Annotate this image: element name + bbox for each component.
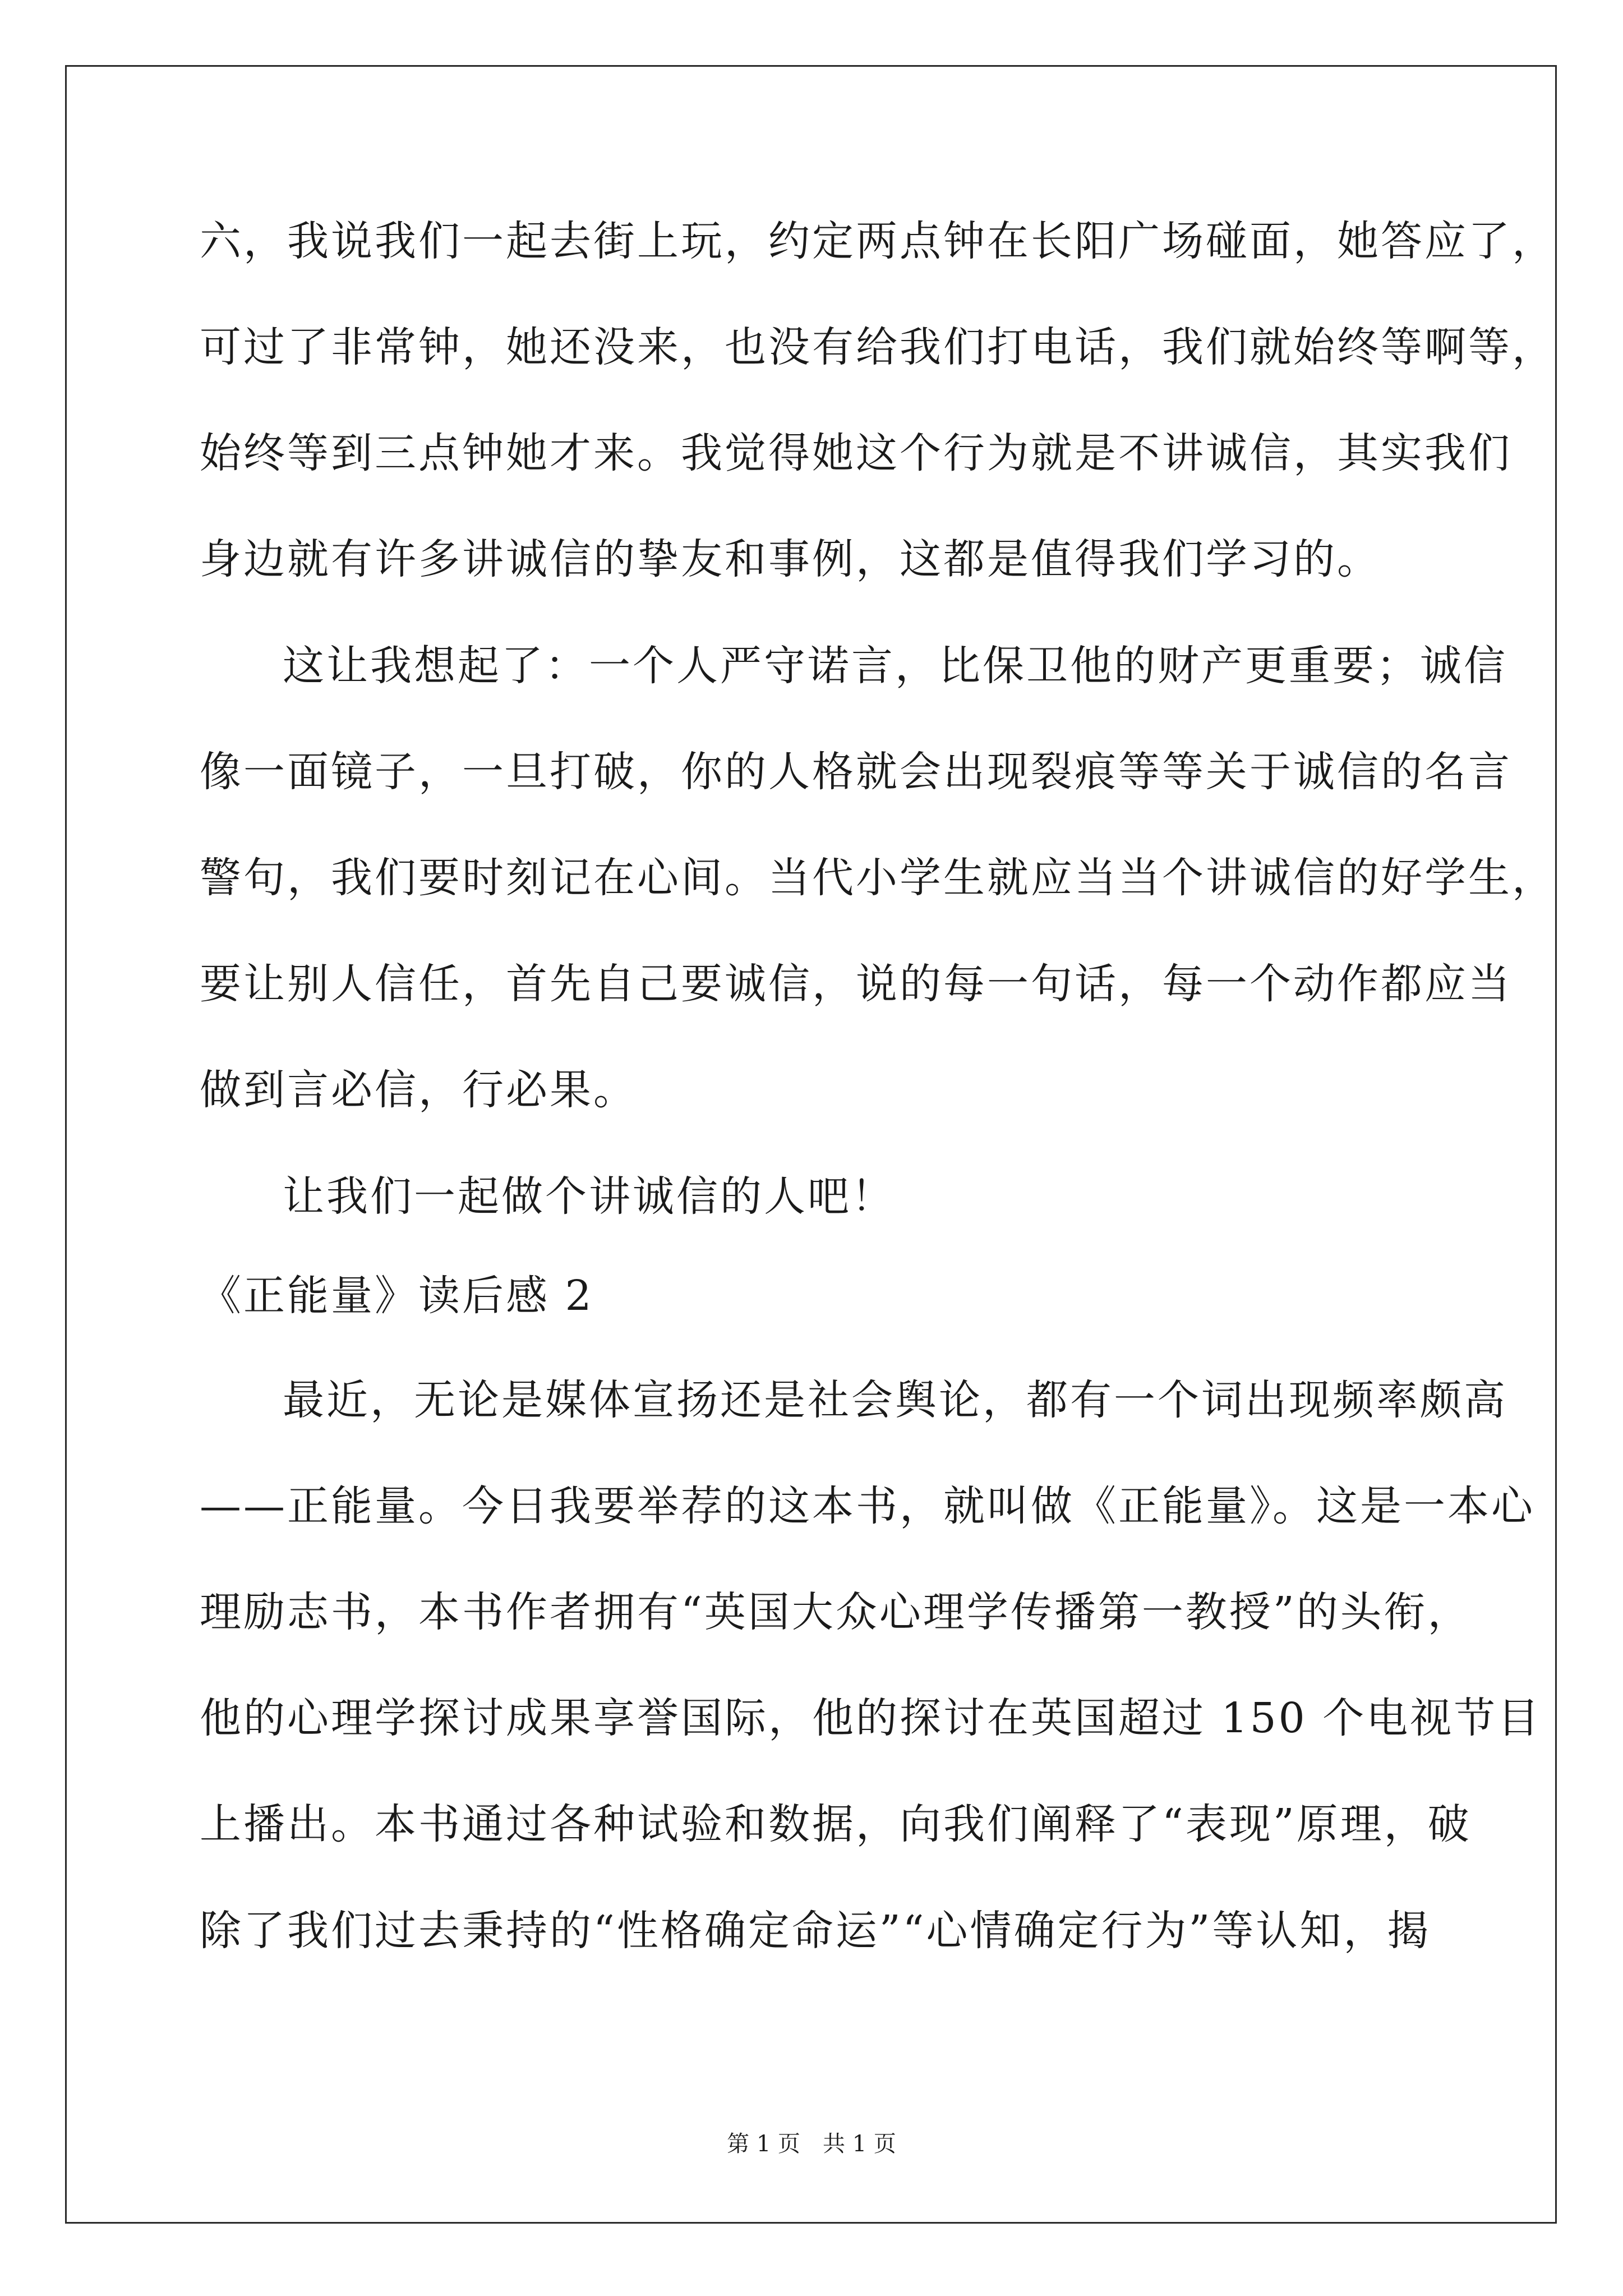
- paragraph-line: 可过了非常钟，她还没来，也没有给我们打电话，我们就始终等啊等，: [200, 323, 1556, 371]
- paragraph-line: 让我们一起做个讲诚信的人吧！: [283, 1172, 895, 1221]
- paragraph-line: 要让别人信任，首先自己要诚信，说的每一句话，每一个动作都应当: [200, 960, 1512, 1008]
- paragraph-line: 理励志书，本书作者拥有“英国大众心理学传播第一教授”的头衔，: [200, 1588, 1472, 1636]
- paragraph-line: 六，我说我们一起去街上玩，约定两点钟在长阳广场碰面，她答应了，: [200, 217, 1556, 265]
- paragraph-line: 除了我们过去秉持的“性格确定命运”“心情确定行为”等认知，揭: [200, 1907, 1431, 1955]
- paragraph-line: ——正能量。今日我要举荐的这本书，就叫做《正能量》。这是一本心: [200, 1482, 1535, 1530]
- paragraph-line: 警句，我们要时刻记在心间。当代小学生就应当当个讲诚信的好学生，: [200, 854, 1556, 902]
- paragraph-line: 上播出。本书通过各种试验和数据，向我们阐释了“表现”原理，破: [200, 1800, 1472, 1848]
- paragraph-line: 他的心理学探讨成果享誉国际，他的探讨在英国超过 150 个电视节目: [200, 1694, 1542, 1742]
- paragraph-line: 这让我想起了：一个人严守诺言，比保卫他的财产更重要；诚信: [283, 642, 1507, 690]
- paragraph-line: 最近，无论是媒体宣扬还是社会舆论，都有一个词出现频率颇高: [283, 1376, 1507, 1424]
- paragraph-line: 身边就有许多讲诚信的挚友和事例，这都是值得我们学习的。: [200, 535, 1381, 583]
- section-heading: 《正能量》读后感 2: [200, 1272, 594, 1320]
- paragraph-line: 做到言必信，行必果。: [200, 1066, 637, 1114]
- paragraph-line: 像一面镜子，一旦打破，你的人格就会出现裂痕等等关于诚信的名言: [200, 748, 1512, 796]
- page-border: [65, 65, 1557, 2224]
- paragraph-line: 始终等到三点钟她才来。我觉得她这个行为就是不讲诚信，其实我们: [200, 429, 1512, 477]
- page-footer: 第 1 页 共 1 页: [727, 2131, 896, 2157]
